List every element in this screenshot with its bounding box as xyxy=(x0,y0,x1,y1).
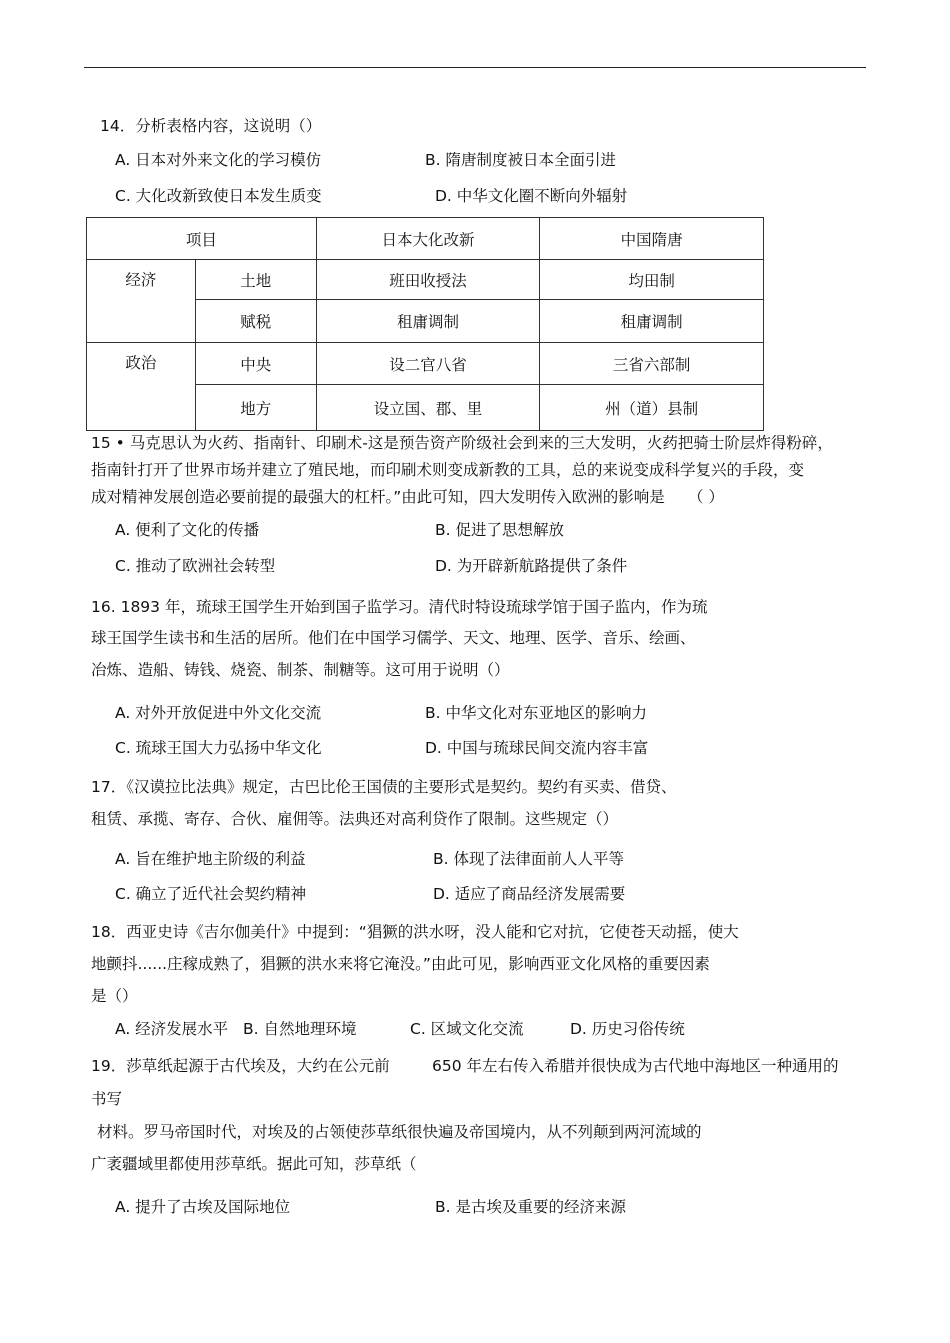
table-cell-china: 租庸调制 xyxy=(540,300,764,343)
q17-line-2: 租赁、承揽、寄存、合伙、雇佣等。法典还对高利贷作了限制。这些规定（） xyxy=(91,810,619,828)
q18-option-b[interactable]: B. 自然地理环境 xyxy=(243,1020,357,1038)
table-row xyxy=(87,343,764,385)
q18-option-c[interactable]: C. 区域文化交流 xyxy=(410,1020,524,1038)
q16-line-1: 16. 1893 年，琉球王国学生开始到国子监学习。清代时特设琉球学馆于国子监内，作为琉 xyxy=(91,598,708,616)
q16-option-b[interactable]: B. 中华文化对东亚地区的影响力 xyxy=(425,704,647,722)
table-cell-china: 均田制 xyxy=(540,260,764,300)
q19-line-1a: 19．莎草纸起源于古代埃及，大约在公元前 xyxy=(91,1057,390,1075)
q18-line-1: 18．西亚史诗《吉尔伽美什》中提到：“猖獗的洪水呀，没人能和它对抗，它使苍天动摇，使大 xyxy=(91,923,739,941)
q15-line-1: 15 • 马克思认为火药、指南针、印刷术-这是预告资产阶级社会到来的三大发明，火药把骑士阶层炸得粉碎， xyxy=(91,434,833,452)
table-cell-china: 州（道）县制 xyxy=(540,385,764,431)
q17-option-b[interactable]: B. 体现了法律面前人人平等 xyxy=(433,850,624,868)
q17-line-1: 17．《汉谟拉比法典》规定，古巴比伦王国债的主要形式是契约。契约有买卖、借贷、 xyxy=(91,778,677,796)
q16-line-2: 球王国学生读书和生活的居所。他们在中国学习儒学、天文、地理、医学、音乐、绘画、 xyxy=(91,629,696,647)
table-cell-japan: 租庸调制 xyxy=(316,300,540,343)
q15-option-c[interactable]: C. 推动了欧洲社会转型 xyxy=(115,557,276,575)
table-cell-item: 中央 xyxy=(195,343,316,385)
q14-stem: 14．分析表格内容，这说明（） xyxy=(100,117,322,135)
table-cell-item: 赋税 xyxy=(195,300,316,343)
q14-option-b[interactable]: B. 隋唐制度被日本全面引进 xyxy=(425,151,616,169)
table-category-politics: 政治 xyxy=(87,343,196,431)
table-cell-japan: 设二官八省 xyxy=(316,343,540,385)
q15-option-a[interactable]: A. 便利了文化的传播 xyxy=(115,521,260,539)
table-header-china: 中国隋唐 xyxy=(540,218,764,260)
q16-option-c[interactable]: C. 琉球王国大力弘扬中华文化 xyxy=(115,739,322,757)
q18-option-d[interactable]: D. 历史习俗传统 xyxy=(570,1020,685,1038)
table-header-row xyxy=(87,218,764,260)
comparison-table xyxy=(86,217,764,431)
q16-option-d[interactable]: D. 中国与琉球民间交流内容丰富 xyxy=(425,739,649,757)
table-cell-item: 地方 xyxy=(195,385,316,431)
q19-line-3: 材料。罗马帝国时代，对埃及的占领使莎草纸很快遍及帝国境内，从不列颠到两河流域的 xyxy=(97,1123,702,1141)
table-header-item: 项目 xyxy=(87,218,317,260)
q19-line-1b: 650 年左右传入希腊并很快成为古代地中海地区一种通用的 xyxy=(432,1057,839,1075)
q18-line-3: 是（） xyxy=(91,987,138,1005)
q16-line-3: 冶炼、造船、铸钱、烧瓷、制茶、制糖等。这可用于说明（） xyxy=(91,661,510,679)
q19-line-2: 书写 xyxy=(91,1090,123,1108)
table-cell-item: 土地 xyxy=(195,260,316,300)
q19-option-b[interactable]: B. 是古埃及重要的经济来源 xyxy=(435,1198,626,1216)
q14-option-a[interactable]: A. 日本对外来文化的学习模仿 xyxy=(115,151,322,169)
q17-option-c[interactable]: C. 确立了近代社会契约精神 xyxy=(115,885,307,903)
table-row xyxy=(87,260,764,300)
q15-option-d[interactable]: D. 为开辟新航路提供了条件 xyxy=(435,557,628,575)
q19-line-4: 广袤疆域里都使用莎草纸。据此可知，莎草纸（ xyxy=(91,1155,417,1173)
table-cell-japan: 设立国、郡、里 xyxy=(316,385,540,431)
q15-line-2: 指南针打开了世界市场并建立了殖民地，而印刷术则变成新教的工具，总的来说变成科学复兴的手段，变 xyxy=(91,461,805,479)
q16-option-a[interactable]: A. 对外开放促进中外文化交流 xyxy=(115,704,322,722)
table-cell-china: 三省六部制 xyxy=(540,343,764,385)
header-rule xyxy=(84,67,866,68)
q15-option-b[interactable]: B. 促进了思想解放 xyxy=(435,521,564,539)
q17-option-a[interactable]: A. 旨在维护地主阶级的利益 xyxy=(115,850,306,868)
q18-option-a[interactable]: A. 经济发展水平 xyxy=(115,1020,229,1038)
q15-line-3: 成对精神发展创造必要前提的最强大的杠杆。”由此可知，四大发明传入欧洲的影响是 （ ） xyxy=(91,488,724,506)
q14-option-d[interactable]: D. 中华文化圈不断向外辐射 xyxy=(435,187,628,205)
q14-option-c[interactable]: C. 大化改新致使日本发生质变 xyxy=(115,187,322,205)
q18-line-2: 地颤抖......庄稼成熟了，猖獗的洪水来将它淹没。”由此可见，影响西亚文化风格的重要因素 xyxy=(91,955,710,973)
q19-option-a[interactable]: A. 提升了古埃及国际地位 xyxy=(115,1198,291,1216)
table-category-economy: 经济 xyxy=(87,260,196,343)
q17-option-d[interactable]: D. 适应了商品经济发展需要 xyxy=(433,885,626,903)
table-cell-japan: 班田收授法 xyxy=(316,260,540,300)
table-header-japan: 日本大化改新 xyxy=(316,218,540,260)
